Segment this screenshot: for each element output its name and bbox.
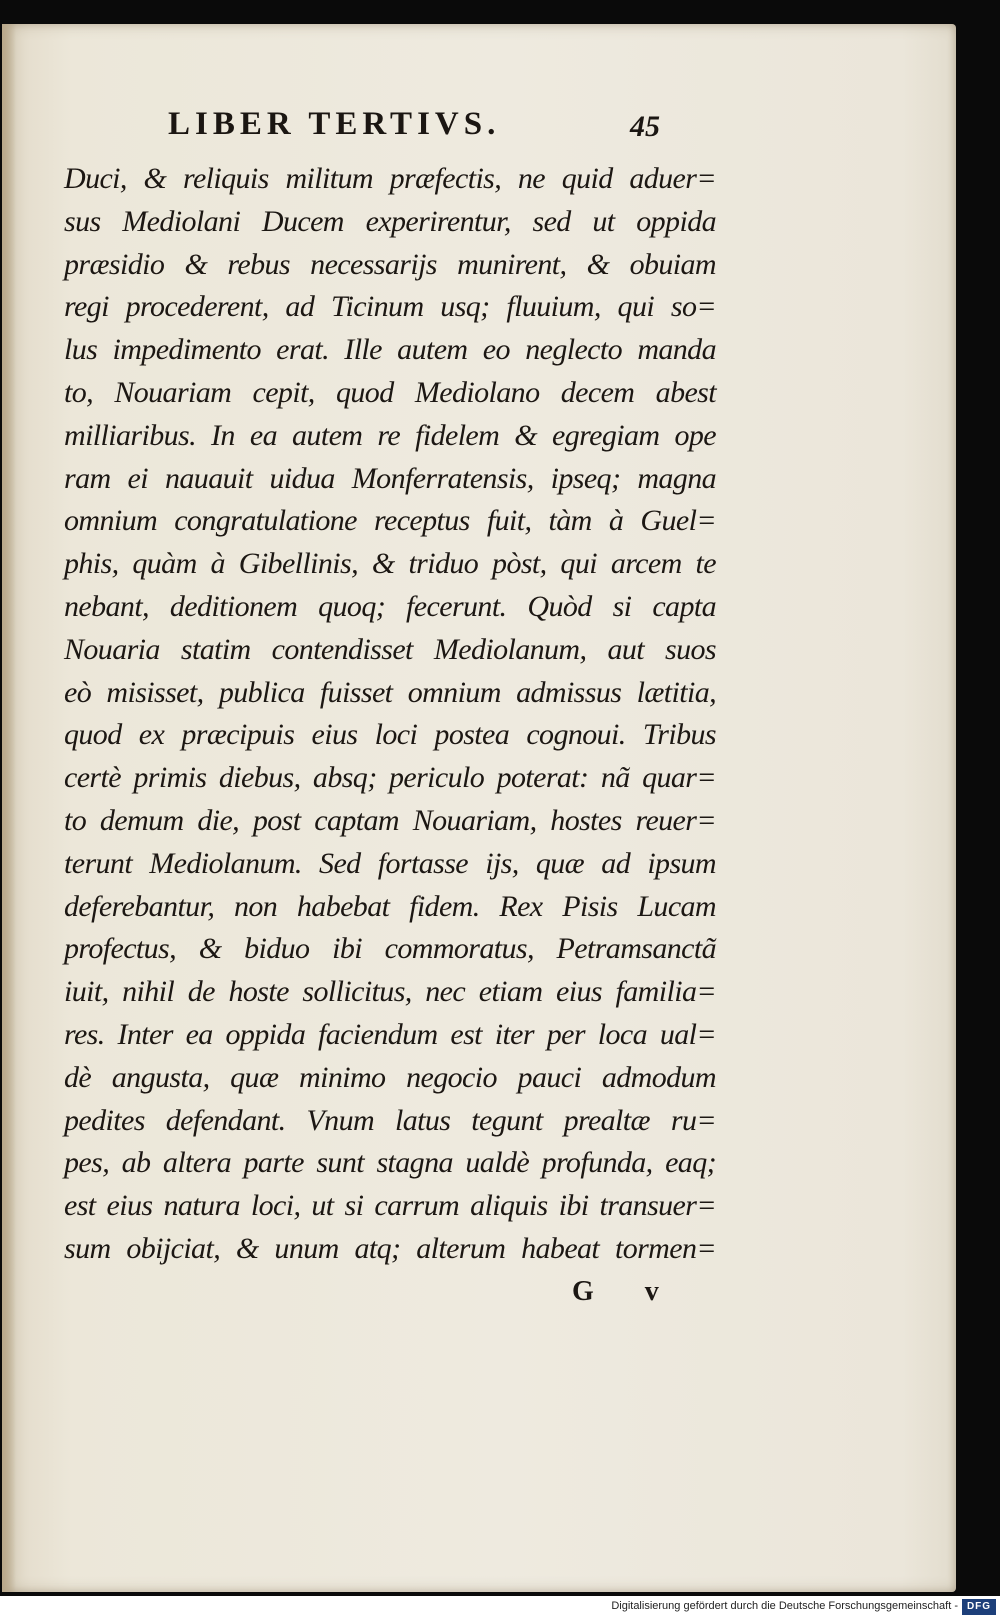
text-line: iuit, nihil de hoste sollicitus, nec etiam eius familia= [64, 975, 716, 1009]
running-head-title: LIBER TERTIVS. [168, 106, 501, 142]
text-line: eò misisset, publica fuisset omnium admissus lætitia, [64, 675, 716, 709]
text-line: est eius natura loci, ut si carrum aliquis ibi transuer= [64, 1189, 716, 1223]
text-line: profectus, & biduo ibi commoratus, Petramsanctã [64, 932, 716, 966]
signature-mark: G v [572, 1276, 681, 1307]
text-line: præsidio & rebus necessarijs munirent, & obuiam [64, 247, 716, 281]
text-line: sus Mediolani Ducem experirentur, sed ut oppida [64, 204, 716, 238]
digitization-footer [0, 1596, 1000, 1619]
text-line: res. Inter ea oppida faciendum est iter per loca ual= [64, 1017, 716, 1051]
text-line: sum obijciat, & unum atq; alterum habeat tormen= [64, 1231, 716, 1265]
text-line: milliaribus. In ea autem re fidelem & egregiam ope [64, 418, 716, 452]
text-line: nebant, deditionem quoq; fecerunt. Quòd si capta [64, 589, 716, 623]
running-head [160, 106, 720, 146]
page-gutter-shadow [2, 24, 16, 1592]
text-line: lus impedimento erat. Ille autem eo neglecto manda [64, 333, 716, 367]
text-line: phis, quàm à Gibellinis, & triduo pòst, qui arcem te [64, 547, 716, 581]
body-text [64, 158, 716, 1271]
text-line: omnium congratulatione receptus fuit, tàm à Guel= [64, 504, 716, 538]
text-line: to, Nouariam cepit, quod Mediolano decem abest [64, 375, 716, 409]
dfg-logo: DFG [962, 1599, 996, 1615]
text-line: quod ex præcipuis eius loci postea cognoui. Tribus [64, 718, 716, 752]
text-line: Duci, & reliquis militum præfectis, ne quid aduer= [64, 162, 716, 195]
text-line: dè angusta, quæ minimo negocio pauci admodum [64, 1060, 716, 1094]
text-line: terunt Mediolanum. Sed fortasse ijs, quæ ad ipsum [64, 846, 716, 880]
text-line: certè primis diebus, absq; periculo poterat: nã quar= [64, 761, 716, 795]
text-line: Nouaria statim contendisset Mediolanum, aut suos [64, 632, 716, 666]
page-number: 45 [630, 110, 660, 143]
text-line: pes, ab altera parte sunt stagna ualdè profunda, eaq; [64, 1146, 716, 1180]
text-line: to demum die, post captam Nouariam, hostes reuer= [64, 803, 716, 837]
text-line: deferebantur, non habebat fidem. Rex Pisis Lucam [64, 889, 716, 923]
text-line: regi procederent, ad Ticinum usq; fluuium, qui so= [64, 290, 716, 324]
text-line: ram ei nauauit uidua Monferratensis, ipseq; magna [64, 461, 716, 495]
text-line: pedites defendant. Vnum latus tegunt prealtæ ru= [64, 1103, 716, 1137]
footer-credit: Digitalisierung gefördert durch die Deutsche Forschungsgemeinschaft - [611, 1600, 958, 1612]
